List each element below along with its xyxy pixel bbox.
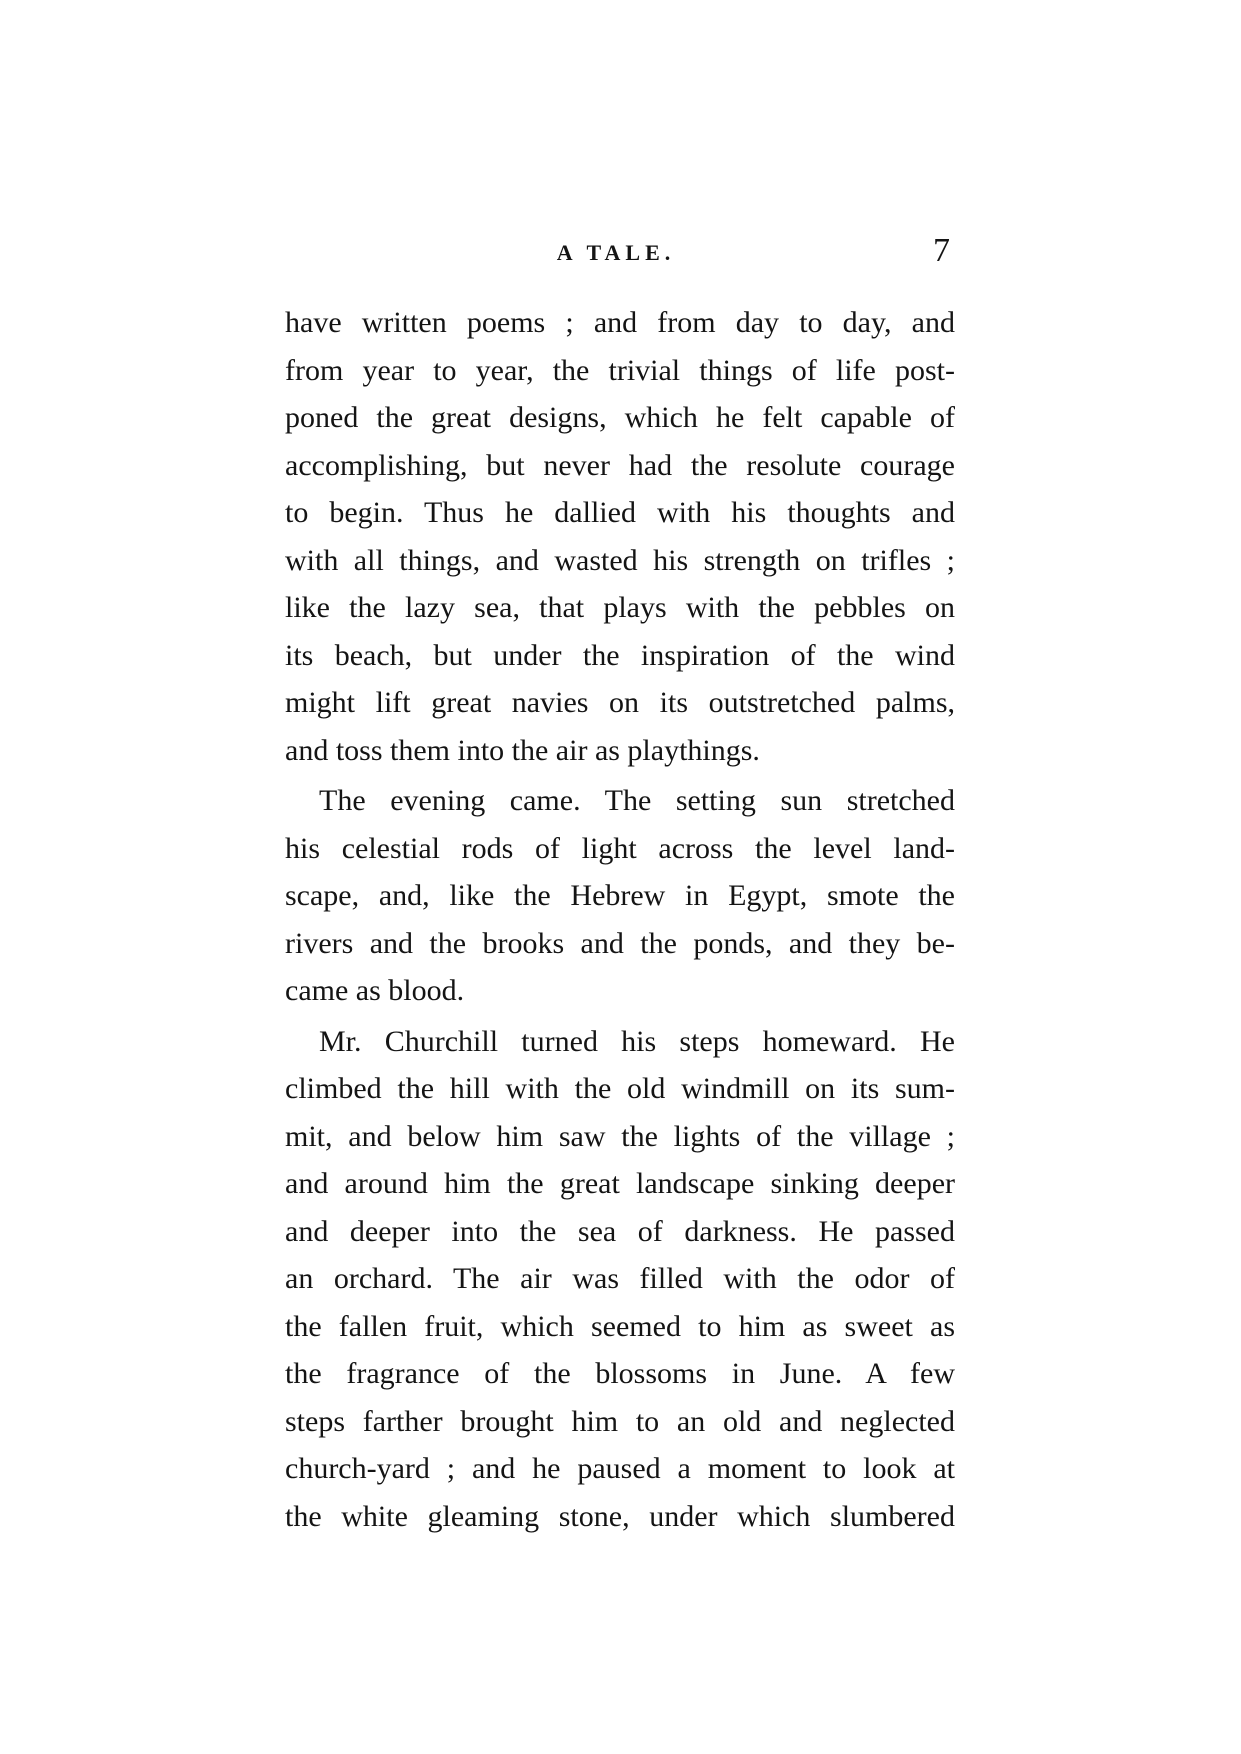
text-line: and toss them into the air as playthings. xyxy=(285,733,760,767)
running-title: A TALE. xyxy=(556,240,676,265)
text-line: might lift great navies on its outstretched palms, xyxy=(285,686,955,719)
text-line: The evening came. The setting sun stretched xyxy=(319,784,955,817)
text-line: an orchard. The air was filled with the odor of xyxy=(285,1262,955,1295)
text-line: poned the great designs, which he felt capable of xyxy=(285,401,955,434)
text-line: and around him the great landscape sinking deeper xyxy=(285,1167,955,1200)
text-line: and deeper into the sea of darkness. He passed xyxy=(285,1214,955,1248)
text-line: steps farther brought him to an old and neglected xyxy=(285,1404,955,1438)
text-line: rivers and the brooks and the ponds, and they be- xyxy=(285,926,955,960)
running-head xyxy=(282,232,950,280)
text-line: scape, and, like the Hebrew in Egypt, smote the xyxy=(285,879,955,912)
text-line: to begin. Thus he dallied with his thoughts and xyxy=(285,496,955,529)
text-line: mit, and below him saw the lights of the village ; xyxy=(285,1119,955,1153)
paragraph xyxy=(285,1018,955,1541)
text-line: from year to year, the trivial things of life post- xyxy=(285,353,955,387)
text-line: have written poems ; and from day to day, and xyxy=(285,306,955,339)
text-line: Mr. Churchill turned his steps homeward. He xyxy=(319,1024,955,1058)
text-line: came as blood. xyxy=(285,974,465,1007)
text-line: like the lazy sea, that plays with the pebbles on xyxy=(285,591,955,624)
text-line: church-yard ; and he paused a moment to look at xyxy=(285,1452,955,1485)
text-line: climbed the hill with the old windmill on its sum- xyxy=(285,1072,955,1105)
text-line: with all things, and wasted his strength on trifles ; xyxy=(285,543,955,577)
text-line: the fallen fruit, which seemed to him as sweet as xyxy=(285,1309,955,1343)
page-number: 7 xyxy=(933,232,950,269)
text-line: accomplishing, but never had the resolute courage xyxy=(285,448,955,482)
text-line: the fragrance of the blossoms in June. A few xyxy=(285,1357,955,1390)
text-line: the white gleaming stone, under which slumbered xyxy=(285,1499,955,1533)
paragraph xyxy=(285,299,955,774)
text-line: his celestial rods of light across the level land- xyxy=(285,831,955,865)
text-line: its beach, but under the inspiration of the wind xyxy=(285,638,955,672)
body-text xyxy=(285,299,955,1540)
paragraph xyxy=(285,777,955,1015)
